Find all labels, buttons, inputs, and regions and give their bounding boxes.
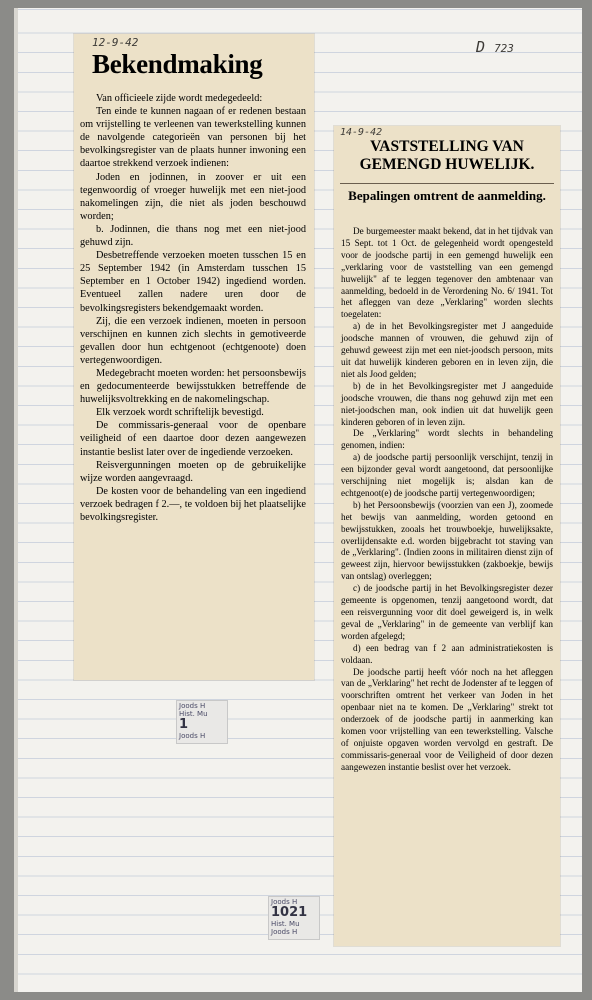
paragraph: De commissaris-generaal voor de openbare veiligheid of een daartoe door dezen aangewezen instantie beslist later over de ingediende verzoeken.: [80, 420, 306, 458]
stamp-number: 1021: [271, 905, 308, 920]
handwritten-date-right: 14-9-42: [340, 127, 383, 138]
paragraph: b. Jodinnen, die thans nog met een niet-jood gehuwd zijn.: [80, 223, 306, 249]
museum-stamp: [268, 896, 320, 940]
clipping-right-subtitle: Bepalingen omtrent de aanmelding.: [348, 188, 546, 203]
museum-stamp: [176, 700, 228, 744]
stamp-line: Hist. Mu: [271, 920, 300, 928]
clipping-left-title: Bekendmaking: [92, 49, 263, 79]
stamp-line: Hist. Mu: [179, 710, 208, 718]
paragraph: De burgemeester maakt bekend, dat in het tijdvak van 15 Sept. tot 1 Oct. de gelegenheid wordt opengesteld voor de joodsche partij in een gemengd huwelijk een „verklaring voor de vaststelling van een gemengd huwelijk" af te leggen tegenover den ambtenaar van aanmelding, bedoeld in de Verordening No. 6/ 1941. Tot het afleggen van deze „Verklaring" worden slechts toegelaten:: [341, 226, 553, 320]
sheet-edge: [14, 8, 18, 992]
stamp-line: Joods H: [271, 898, 298, 906]
paragraph: a) de joodsche partij persoonlijk verschijnt, tenzij in een bijzonder geval wordt aangetoond, dat persoonlijke verschijning niet mogelijk is; alsdan kan de echtgenoot(e) de joodsche partij vertegenwoordigen;: [341, 452, 553, 498]
paragraph: De joodsche partij heeft vóór noch na het afleggen van de „Verklaring" het recht de Jodenster af te leggen of voorschriften omtrent het verkeer van Joden in het openbaar niet na te komen. De „Verklaring" strekt tot onderzoek of de joodsche partij in aanmerking kan komen voor vrijstelling van een tewerkstelling. Valsche of onjuiste opgaven worden vervolgd en gestraft. De commissaris-generaal voor de Veiligheid of door dezen aangewezen instantie beslist over het verzoek.: [341, 666, 553, 772]
handwritten-date-left: 12-9-42: [92, 36, 139, 49]
archive-reference: D 723: [476, 38, 514, 56]
stamp-line: Joods H: [179, 702, 206, 710]
paragraph: Van officieele zijde wordt medegedeeld:: [96, 93, 263, 104]
title-line: VASTSTELLING VAN: [370, 138, 524, 155]
clipping-right-title: [340, 138, 554, 174]
title-line: GEMENGD HUWELIJK.: [359, 156, 535, 173]
paragraph: Joden en jodinnen, in zoover er uit een tegenwoordig of vroeger huwelijk met een niet-jood nakomelingen zijn, die niet als joden beschouwd worden;: [80, 171, 306, 222]
stamp-number: 1: [179, 717, 189, 732]
paragraph: Medegebracht moeten worden: het persoonsbewijs en gedocumenteerde bewijsstukken betreffende de huwelijksvoltrekking en de nakomelingschap.: [80, 367, 306, 406]
paragraph: b) de in het Bevolkingsregister met J aangeduide joodsche vrouwen, die thans nog gehuwd zijn met een niet-joodschen man, ook indien uit dat huwelijk geen kinderen geboren of in leven zijn.: [341, 380, 553, 427]
paragraph: Elk verzoek wordt schriftelijk bevestigd.: [96, 407, 264, 419]
paragraph: d) een bedrag van f 2 aan administratiekosten is voldaan.: [341, 642, 553, 665]
stamp-line: Joods H: [179, 732, 206, 740]
clipping-left-body: [80, 92, 306, 524]
paragraph: Zij, die een verzoek indienen, moeten in persoon verschijnen en kunnen zich slechts in gemotiveerde gevallen door hun echtgenoot (echtgenoote) doen vertegenwoordigen.: [80, 315, 306, 366]
paragraph: a) de in het Bevolkingsregister met J aangeduide joodsche mannen of vrouwen, die gehuwd zijn of gehuwd geweest zijn met een niet-joodsch persoon, mits uit dat huwelijk kinderen geboren en in leven zijn, die niet als Jood gelden;: [341, 321, 553, 379]
paragraph: De „Verklaring" wordt slechts in behandeling genomen, indien:: [341, 428, 553, 451]
paragraph: De kosten voor de behandeling van een ingediend verzoek bedragen f 2.—, te voldoen bij het plaatselijke bevolkingsregister.: [80, 485, 306, 523]
paragraph: Ten einde te kunnen nagaan of er redenen bestaan om vrijstelling te verleenen van tewerkstelling kunnen de navolgende categorieën van personen bij het bevolkingsregister van de plaats hunner inwoning een daartoe strekkend verzoek indienen:: [80, 106, 306, 170]
paragraph: b) het Persoonsbewijs (voorzien van een J), zoomede het bewijs van aanmelding, worden getoond en bewijsstukken, zooals het trouwboekje, huwelijksakte, overlijdensakte e.d. worden bijgebracht tot staving van de „Verklaring". (Indien zoons in militairen dienst zijn of geweest zijn, hiervoor bewijsstukken (zakboekje, bewijs van ontslag) overleggen;: [341, 499, 553, 582]
paragraph: Desbetreffende verzoeken moeten tusschen 15 en 25 September 1942 (in Amsterdam tusschen 15 September en 1 October 1942) ingediend worden. Eventueel zallen nadere uren door de bevolkingsregisters bekendgemaakt worden.: [80, 250, 306, 314]
divider: [340, 183, 554, 184]
paragraph: c) de joodsche partij in het Bevolkingsregister dezer gemeente is opgenomen, tenzij aangetoond wordt, dat een reisvergunning voor dit doel geweigerd is, in welk geval de „Verklaring" in de gemeente van verblijf kan worden afgelegd;: [341, 583, 553, 641]
clipping-right-body: [341, 226, 553, 774]
stamp-line: Joods H: [271, 928, 298, 936]
paragraph: Reisvergunningen moeten op de gebruikelijke wijze worden aangevraagd.: [80, 459, 306, 484]
